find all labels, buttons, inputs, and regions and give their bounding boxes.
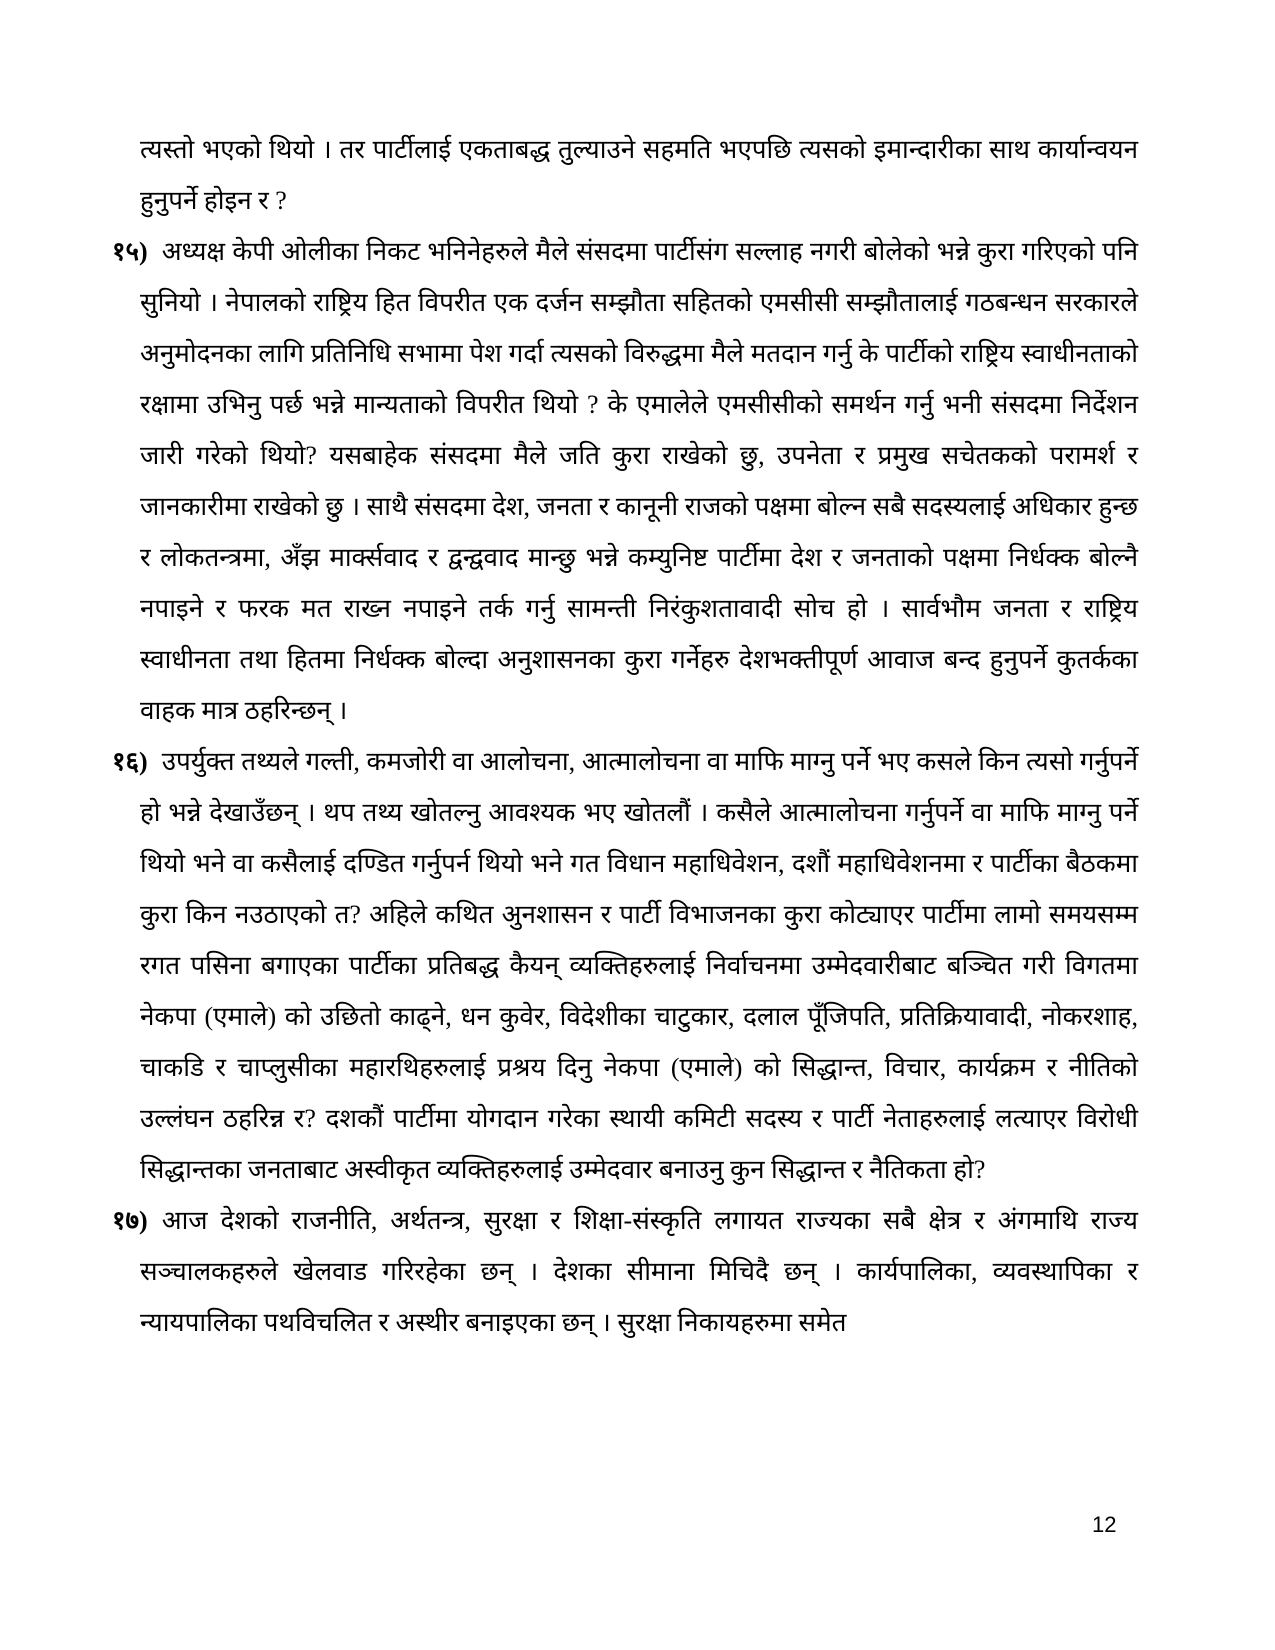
paragraph-16 (112, 736, 1138, 1195)
paragraph-text: आज देशको राजनीति, अर्थतन्त्र, सुरक्षा र शिक्षा-संस्कृति लगायत राज्यका सबै क्षेत्र र अंगमाथि राज्य सञ्चालकहरुले खेलवाड गरिरहेका छन् । देशका सीमाना मिचिदै छन् । कार्यपालिका, व्यवस्थापिका र न्यायपालिका पथविचलित र अस्थीर बनाइएका छन् । सुरक्षा निकायहरुमा समेत (140, 1206, 1138, 1337)
paragraph-number: १५) (112, 237, 148, 266)
paragraph-15 (112, 226, 1138, 736)
paragraph-17 (112, 1195, 1138, 1348)
paragraph-text: त्यस्तो भएको थियो । तर पार्टीलाई एकताबद्ध तुल्याउने सहमति भएपछि त्यसको इमान्दारीका साथ कार्यान्वयन हुनुपर्ने होइन र ? (140, 135, 1138, 215)
paragraph-text: अध्यक्ष केपी ओलीका निकट भनिनेहरुले मैले संसदमा पार्टीसंग सल्लाह नगरी बोलेको भन्ने कुरा गरिएको पनि सुनियो । नेपालको राष्ट्रिय हित विपरीत एक दर्जन सम्झौता सहितको एमसीसी सम्झौतालाई गठबन्धन सरकारले अनुमोदनका लागि प्रतिनिधि सभामा पेश गर्दा त्यसको विरुद्धमा मैले मतदान गर्नु के पार्टीको राष्ट्रिय स्वाधीनताको रक्षामा उभिनु पर्छ भन्ने मान्यताको विपरीत थियो ? के एमालेले एमसीसीको समर्थन गर्नु भनी संसदमा निर्देशन जारी गरेको थियो? यसबाहेक संसदमा मैले जति कुरा राखेको छु, उपनेता र प्रमुख सचेतकको परामर्श र जानकारीमा राखेको छु । साथै संसदमा देश, जनता र कानूनी राजको पक्षमा बोल्न सबै सदस्यलाई अधिकार हुन्छ र लोकतन्त्रमा, अँझ मार्क्सवाद र द्वन्द्ववाद मान्छु भन्ने कम्युनिष्ट पार्टीमा देश र जनताको पक्षमा निर्धक्क बोल्नै नपाइने र फरक मत राख्न नपाइने तर्क गर्नु सामन्ती निरंकुशतावादी सोच हो । सार्वभौम जनता र राष्ट्रिय स्वाधीनता तथा हितमा निर्धक्क बोल्दा अनुशासनका कुरा गर्नेहरु देशभक्तीपूर्ण आवाज बन्द हुनुपर्ने कुतर्कका वाहक मात्र ठहरिन्छन् । (140, 237, 1138, 725)
paragraph-continuation (112, 124, 1138, 226)
paragraph-text: उपर्युक्त तथ्यले गल्ती, कमजोरी वा आलोचना, आत्मालोचना वा माफि माग्नु पर्ने भए कसले किन त्यसो गर्नुपर्ने हो भन्ने देखाउँछन् । थप तथ्य खोतल्नु आवश्यक भए खोतलौं । कसैले आत्मालोचना गर्नुपर्ने वा माफि माग्नु पर्ने थियो भने वा कसैलाई दण्डित गर्नुपर्न थियो भने गत विधान महाधिवेशन, दशौं महाधिवेशनमा र पार्टीका बैठकमा कुरा किन नउठाएको त? अहिले कथित अुनशासन र पार्टी विभाजनका कुरा कोट्याएर पार्टीमा लामो समयसम्म रगत पसिना बगाएका पार्टीका प्रतिबद्ध कैयन् व्यक्तिहरुलाई निर्वाचनमा उम्मेदवारीबाट बञ्चित गरी विगतमा नेकपा (एमाले) को उछितो काढ्ने, धन कुवेर, विदेशीका चाटुकार, दलाल पूँजिपति, प्रतिक्रियावादी, नोकरशाह, चाकडि र चाप्लुसीका महारथिहरुलाई प्रश्रय दिनु नेकपा (एमाले) को सिद्धान्त, विचार, कार्यक्रम र नीतिको उल्लंघन ठहरिन्न र? दशकौं पार्टीमा योगदान गरेका स्थायी कमिटी सदस्य र पार्टी नेताहरुलाई लत्याएर विरोधी सिद्धान्तका जनताबाट अस्वीकृत व्यक्तिहरुलाई उम्मेदवार बनाउनु कुन सिद्धान्त र नैतिकता हो? (140, 747, 1138, 1184)
paragraph-number: १६) (112, 747, 148, 776)
page-number: 12 (1092, 1512, 1117, 1537)
paragraph-number: १७) (112, 1206, 148, 1235)
document-body (112, 124, 1138, 1348)
